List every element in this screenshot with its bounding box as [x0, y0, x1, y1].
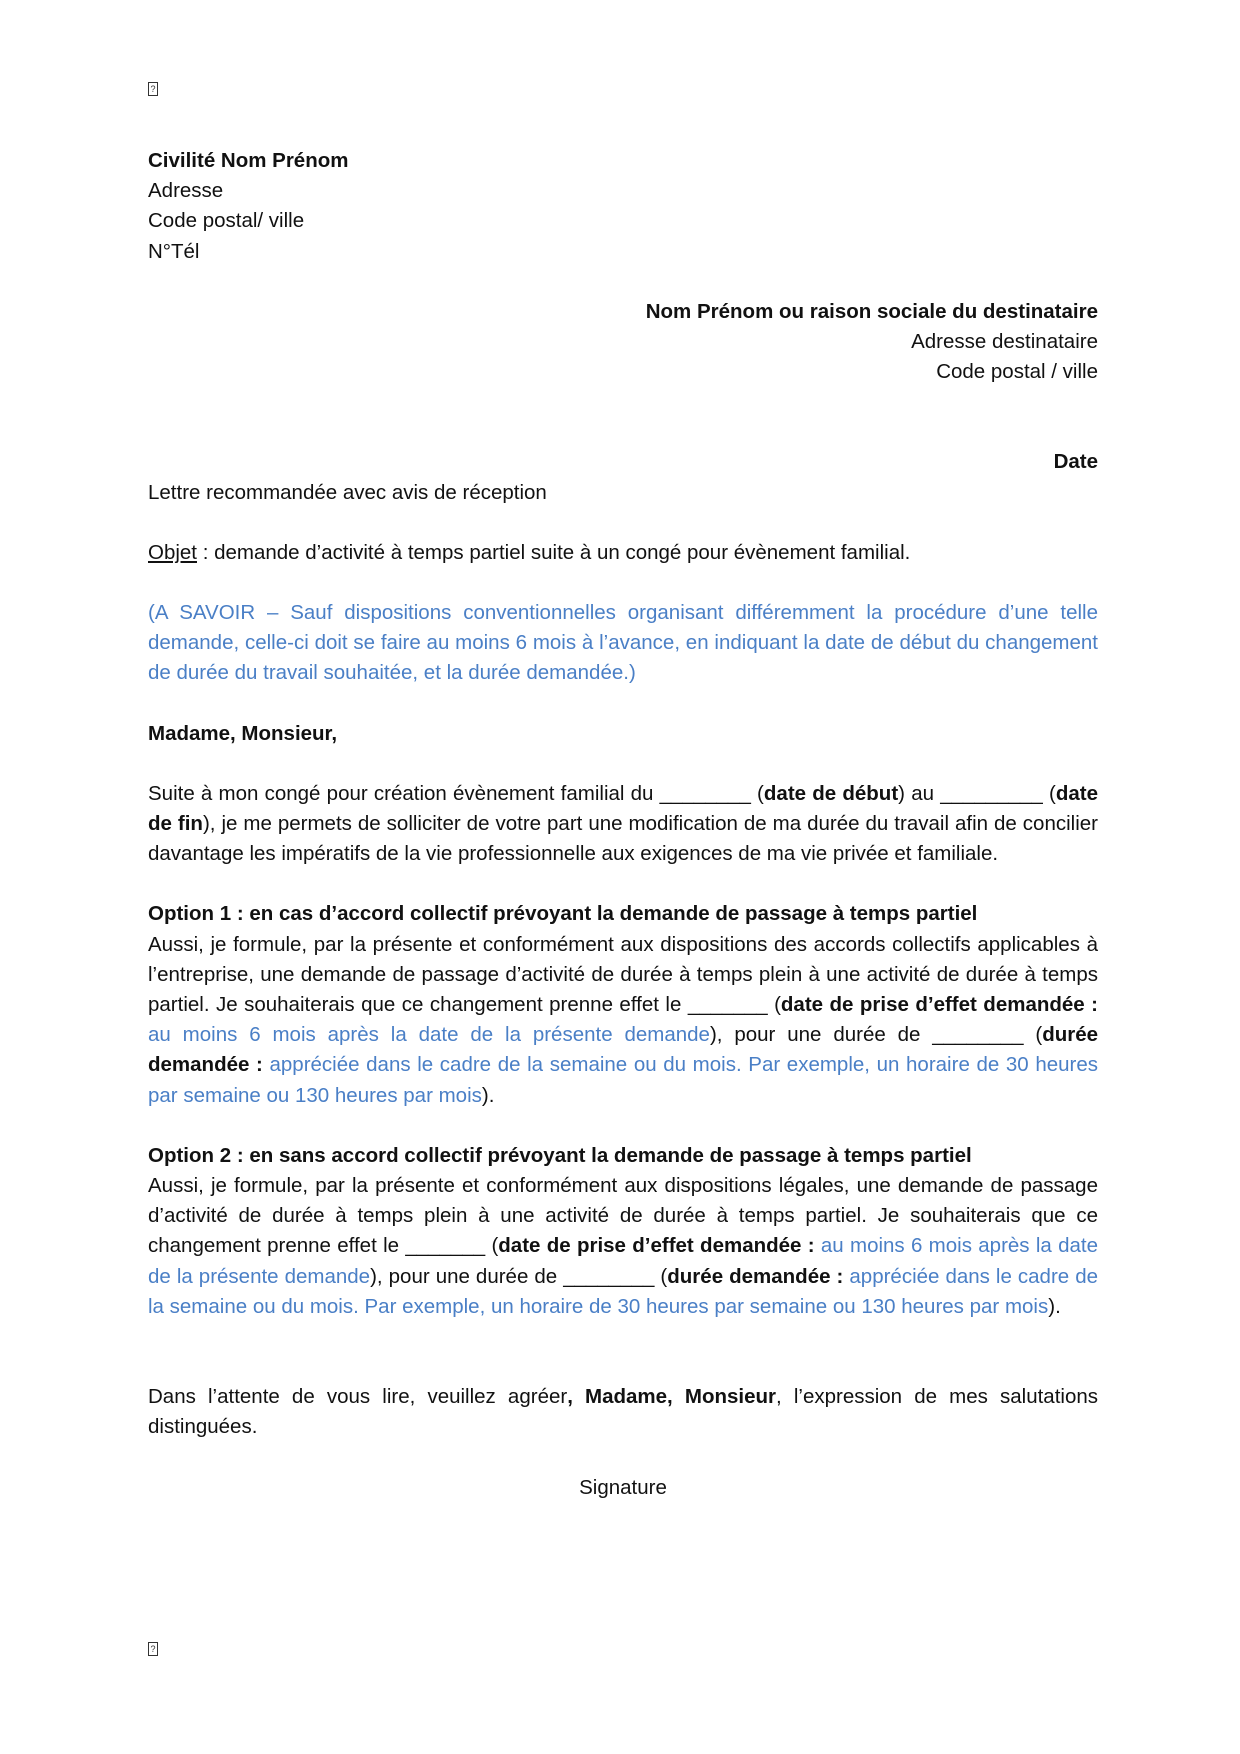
salutation: Madame, Monsieur,	[148, 721, 338, 745]
closing-bold: , Madame, Monsieur	[567, 1385, 777, 1409]
date-label: Date	[1053, 450, 1098, 474]
signature-label: Signature	[579, 1475, 667, 1499]
option2-hint-2: appréciée dans le cadre de la semaine ou du mois. Par exemple, un horaire de 30 heures par semaine ou 130 heures par mois	[148, 1264, 1099, 1318]
subject-text: : demande d’activité à temps partiel suite à un congé pour évènement familial.	[197, 540, 911, 564]
option1-title: Option 1 : en cas d’accord collectif prévoyant la demande de passage à temps partiel	[148, 902, 978, 926]
recipient-block	[148, 297, 1098, 388]
option2-paragraph	[148, 1171, 1098, 1322]
option2-title: Option 2 : en sans accord collectif prévoyant la demande de passage à temps partiel	[148, 1143, 972, 1167]
intro-text-2: ) au _________ (	[898, 781, 1056, 805]
option1-text-2: ), pour une durée de ________ (	[709, 1023, 1043, 1047]
delivery-mode: Lettre recommandée avec avis de réception	[148, 480, 547, 504]
option1-bold-1: date de prise d’effet demandée :	[780, 993, 1098, 1017]
placeholder-glyph-bottom: ?	[148, 1642, 158, 1656]
intro-bold-end-date: date de fin	[148, 781, 1098, 836]
subject-label: Objet	[148, 540, 197, 564]
closing-text-1: Dans l’attente de vous lire, veuillez agréer	[148, 1385, 568, 1409]
intro-bold-start-date: date de début	[763, 781, 899, 805]
recipient-city: Code postal / ville	[936, 360, 1098, 384]
option1-hint-2: appréciée dans le cadre de la semaine ou du mois. Par exemple, un horaire de 30 heures par semaine ou 130 heures par mois	[148, 1053, 1098, 1107]
option2-text-2: ), pour une durée de ________ (	[370, 1264, 668, 1288]
option2-bold-2: durée demandée :	[667, 1264, 850, 1288]
sender-city: Code postal/ ville	[148, 209, 305, 233]
recipient-address: Adresse destinataire	[911, 330, 1098, 354]
option1-text-3: ).	[481, 1083, 495, 1107]
closing-text-2: , l’expression de mes salutations distinguées.	[148, 1385, 1099, 1439]
option2-hint-1: au moins 6 mois après la date de la présente demande	[148, 1234, 1098, 1288]
sender-name: Civilité Nom Prénom	[148, 149, 349, 172]
option2-text-1: Aussi, je formule, par la présente et conformément aux dispositions légales, une demande de passage d’activité de durée à temps plein à une activité de durée à temps partiel. Je souhaiterais que ce changement prenne effet le _______ (	[148, 1174, 1098, 1258]
intro-text-3: ), je me permets de solliciter de votre part une modification de ma durée du travail afin de concilier davantage les impératifs de la vie professionnelle aux exigences de ma vie privée et familiale.	[148, 812, 1098, 866]
option1-bold-2: durée demandée :	[148, 1023, 1099, 1077]
recipient-name: Nom Prénom ou raison sociale du destinataire	[645, 299, 1098, 323]
option1-text-1: Aussi, je formule, par la présente et conformément aux dispositions des accords collectifs applicables à l’entreprise, une demande de passage d’activité de durée à temps plein à une activité de durée à temps partiel. Je souhaiterais que ce changement prenne effet le _______ (	[148, 932, 1098, 1017]
placeholder-glyph-top: ?	[148, 82, 158, 96]
subject-line	[148, 538, 1098, 568]
notice-paragraph: (A SAVOIR – Sauf dispositions conventionnelles organisant différemment la procédure d’une telle demande, celle-ci doit se faire au moins 6 mois à l’avance, en indiquant la date de début du changement de durée du travail souhaitée, et la durée demandée.)	[148, 601, 1098, 685]
letter-page	[148, 146, 1098, 1503]
option2-text-3: ).	[1048, 1294, 1061, 1318]
option2-bold-1: date de prise d’effet demandée :	[498, 1234, 821, 1258]
option1-hint-1: au moins 6 mois après la date de la présente demande	[148, 1023, 710, 1047]
sender-address: Adresse	[148, 179, 224, 203]
closing-paragraph	[148, 1382, 1098, 1442]
intro-text-1: Suite à mon congé pour création évènement familial du ________ (	[148, 781, 764, 805]
sender-phone: N°Tél	[148, 239, 200, 263]
sender-block	[148, 146, 1098, 267]
option1-paragraph	[148, 930, 1098, 1111]
intro-paragraph	[148, 779, 1098, 870]
